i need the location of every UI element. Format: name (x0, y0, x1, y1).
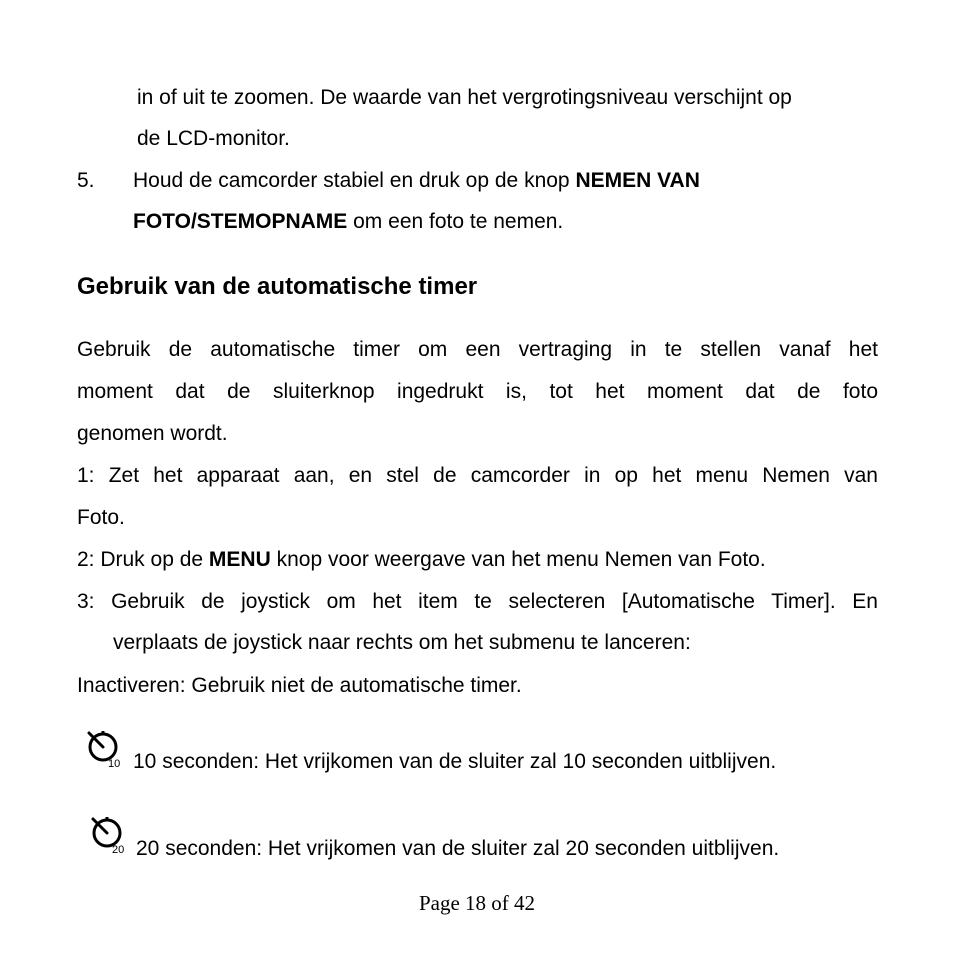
paragraph-line-2: moment dat de sluiterknop ingedrukt is, tot het moment dat de foto (77, 380, 878, 403)
step-3-line-1: 3: Gebruik de joystick om het item te selecteren [Automatische Timer]. En (77, 590, 878, 613)
step-5-text-after: om een foto te nemen. (347, 210, 564, 233)
step-1-line-2: Foto. (77, 506, 125, 529)
step-5-bold-1: NEMEN VAN (575, 169, 700, 192)
menu-bold: MENU (208, 548, 271, 571)
self-timer-10-icon (83, 727, 127, 771)
timer-20-label: 20 (112, 844, 125, 856)
step-5-line-1 (133, 168, 700, 194)
step-3-line-2: verplaats de joystick naar rechts om het submenu te lanceren: (113, 631, 691, 654)
timer-20-text: 20 seconden: Het vrijkomen van de sluiter zal 20 seconden uitblijven. (136, 837, 780, 860)
step-2-line (77, 547, 766, 573)
step-5-bold-2: FOTO/STEMOPNAME (133, 210, 348, 233)
step-2-text-after: knop voor weergave van het menu Nemen van Foto. (270, 548, 766, 571)
step-2-text: 2: Druk op de (77, 548, 209, 571)
section-heading: Gebruik van de automatische timer (77, 273, 478, 300)
inactive-line: Inactiveren: Gebruik niet de automatische timer. (77, 674, 522, 697)
timer-10-label: 10 (108, 758, 121, 770)
self-timer-20-icon (87, 813, 131, 857)
page-number: Page 18 of 42 (418, 891, 536, 915)
timer-10-text: 10 seconden: Het vrijkomen van de sluiter zal 10 seconden uitblijven. (133, 750, 777, 773)
paragraph-line-3: genomen wordt. (77, 422, 228, 445)
step-5-line-2 (133, 209, 563, 235)
intro-line-1: in of uit te zoomen. De waarde van het vergrotingsniveau verschijnt op (137, 86, 792, 109)
intro-line-2: de LCD-monitor. (137, 127, 290, 150)
step-1-line-1: 1: Zet het apparaat aan, en stel de camcorder in op het menu Nemen van (77, 464, 878, 487)
paragraph-line-1: Gebruik de automatische timer om een vertraging in te stellen vanaf het (77, 338, 878, 361)
step-5-text: Houd de camcorder stabiel en druk op de knop (133, 169, 576, 192)
step-5-number: 5. (77, 169, 95, 192)
